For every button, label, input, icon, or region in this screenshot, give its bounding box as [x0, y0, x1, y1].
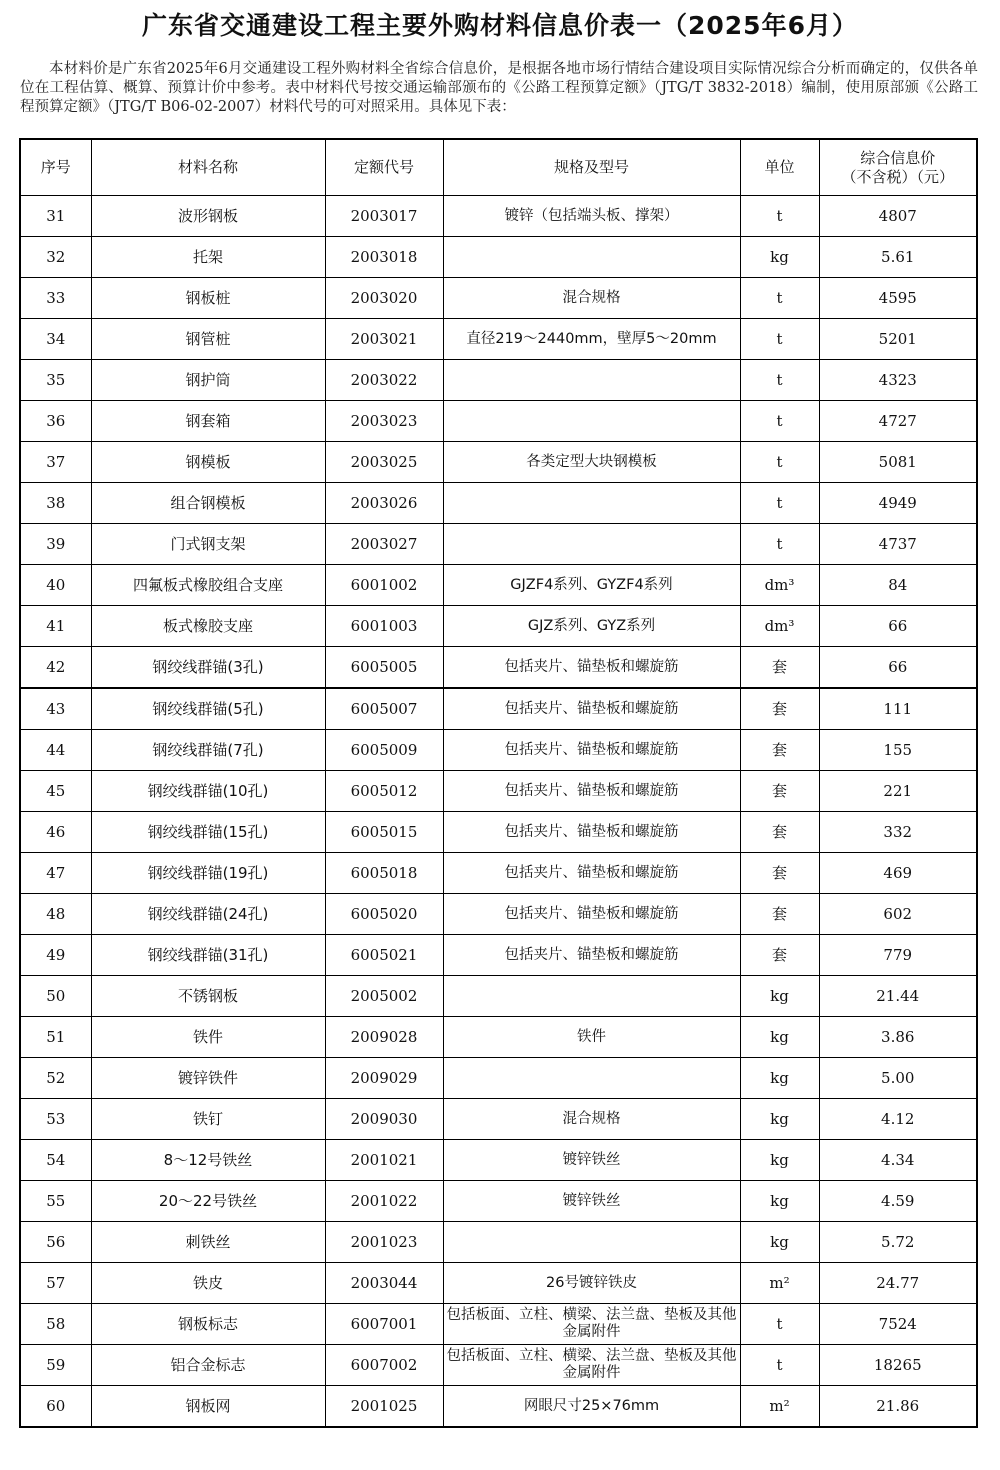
cell-material-name: 组合钢模板	[91, 483, 325, 524]
cell-unit: t	[740, 360, 819, 401]
cell-material-name: 钢板标志	[91, 1304, 325, 1345]
cell-material-name: 钢板桩	[91, 278, 325, 319]
cell-unit: t	[740, 483, 819, 524]
table-row	[20, 237, 977, 278]
cell-spec	[443, 237, 740, 278]
column-header-price-note: （不含税）（元）	[841, 167, 954, 186]
cell-price: 4807	[819, 196, 977, 237]
cell-unit: m²	[740, 1263, 819, 1304]
cell-seq: 42	[20, 647, 91, 689]
cell-material-name: 铁钉	[91, 1099, 325, 1140]
cell-material-name: 20～22号铁丝	[91, 1181, 325, 1222]
page-title: 广东省交通建设工程主要外购材料信息价表一（2025年6月）	[142, 11, 858, 40]
cell-material-name: 四氟板式橡胶组合支座	[91, 565, 325, 606]
column-header-price-label: 综合信息价	[860, 148, 936, 167]
cell-price: 3.86	[819, 1017, 977, 1058]
cell-material-name: 钢板网	[91, 1386, 325, 1428]
cell-seq: 59	[20, 1345, 91, 1386]
cell-material-name: 铝合金标志	[91, 1345, 325, 1386]
cell-price: 21.86	[819, 1386, 977, 1428]
column-header-name: 材料名称	[91, 139, 325, 196]
cell-quota-code: 6007001	[325, 1304, 443, 1345]
cell-spec: 26号镀锌铁皮	[443, 1263, 740, 1304]
table-row	[20, 771, 977, 812]
cell-price: 602	[819, 894, 977, 935]
cell-quota-code: 6007002	[325, 1345, 443, 1386]
cell-spec: 包括板面、立柱、横梁、法兰盘、垫板及其他金属附件	[443, 1304, 740, 1345]
cell-material-name: 铁皮	[91, 1263, 325, 1304]
table-row	[20, 1058, 977, 1099]
cell-price: 5.72	[819, 1222, 977, 1263]
cell-price: 21.44	[819, 976, 977, 1017]
cell-material-name: 钢绞线群锚(24孔)	[91, 894, 325, 935]
cell-material-name: 钢绞线群锚(10孔)	[91, 771, 325, 812]
cell-unit: m²	[740, 1386, 819, 1428]
cell-quota-code: 6001002	[325, 565, 443, 606]
price-table	[19, 138, 978, 1428]
cell-quota-code: 6005021	[325, 935, 443, 976]
cell-quota-code: 6005012	[325, 771, 443, 812]
table-row	[20, 401, 977, 442]
cell-unit: kg	[740, 1099, 819, 1140]
cell-seq: 44	[20, 730, 91, 771]
cell-quota-code: 2003023	[325, 401, 443, 442]
table-row	[20, 442, 977, 483]
cell-quota-code: 2001025	[325, 1386, 443, 1428]
column-header-price	[819, 139, 977, 196]
table-row	[20, 894, 977, 935]
cell-seq: 32	[20, 237, 91, 278]
table-row	[20, 730, 977, 771]
cell-quota-code: 6005009	[325, 730, 443, 771]
column-header-unit: 单位	[740, 139, 819, 196]
cell-unit: 套	[740, 688, 819, 730]
cell-spec: 包括夹片、锚垫板和螺旋筋	[443, 935, 740, 976]
cell-unit: kg	[740, 976, 819, 1017]
cell-spec: GJZ系列、GYZ系列	[443, 606, 740, 647]
cell-spec: 包括夹片、锚垫板和螺旋筋	[443, 647, 740, 689]
column-header-code: 定额代号	[325, 139, 443, 196]
cell-price: 4.12	[819, 1099, 977, 1140]
cell-quota-code: 2003044	[325, 1263, 443, 1304]
cell-spec	[443, 976, 740, 1017]
cell-price: 221	[819, 771, 977, 812]
cell-spec: 包括夹片、锚垫板和螺旋筋	[443, 894, 740, 935]
cell-unit: kg	[740, 1181, 819, 1222]
cell-material-name: 钢套箱	[91, 401, 325, 442]
table-row	[20, 319, 977, 360]
cell-price: 332	[819, 812, 977, 853]
table-row	[20, 1386, 977, 1428]
table-row	[20, 853, 977, 894]
cell-spec	[443, 360, 740, 401]
cell-quota-code: 2003021	[325, 319, 443, 360]
cell-material-name: 钢管桩	[91, 319, 325, 360]
cell-unit: kg	[740, 1058, 819, 1099]
cell-spec: 镀锌铁丝	[443, 1181, 740, 1222]
cell-seq: 40	[20, 565, 91, 606]
cell-seq: 31	[20, 196, 91, 237]
intro-paragraph: 本材料价是广东省2025年6月交通建设工程外购材料全省综合信息价，是根据各地市场行情结合建设项目实际情况综合分析而确定的，仅供各单位在工程估算、概算、预算计价中参考。表中材料代号按交通运输部颁布的《公路工程预算定额》（JTG/T 3832-2018）编制，使用原部颁《公路工程预算定额》（JTG/T B06-02-2007）材料代号的可对照采用。具体见下表：	[20, 61, 978, 115]
cell-unit: kg	[740, 1222, 819, 1263]
cell-material-name: 铁件	[91, 1017, 325, 1058]
cell-seq: 57	[20, 1263, 91, 1304]
cell-spec: GJZF4系列、GYZF4系列	[443, 565, 740, 606]
cell-quota-code: 2001022	[325, 1181, 443, 1222]
cell-seq: 52	[20, 1058, 91, 1099]
cell-seq: 50	[20, 976, 91, 1017]
table-row	[20, 1345, 977, 1386]
cell-seq: 51	[20, 1017, 91, 1058]
cell-seq: 56	[20, 1222, 91, 1263]
table-row	[20, 688, 977, 730]
table-row	[20, 1017, 977, 1058]
cell-spec	[443, 1222, 740, 1263]
table-header-row	[20, 139, 977, 196]
table-row	[20, 1181, 977, 1222]
cell-quota-code: 6005015	[325, 812, 443, 853]
cell-price: 4727	[819, 401, 977, 442]
cell-price: 24.77	[819, 1263, 977, 1304]
table-row	[20, 360, 977, 401]
cell-seq: 48	[20, 894, 91, 935]
cell-price: 7524	[819, 1304, 977, 1345]
cell-seq: 37	[20, 442, 91, 483]
cell-unit: 套	[740, 730, 819, 771]
cell-spec: 包括夹片、锚垫板和螺旋筋	[443, 853, 740, 894]
cell-spec: 混合规格	[443, 278, 740, 319]
cell-unit: t	[740, 442, 819, 483]
cell-material-name: 钢护筒	[91, 360, 325, 401]
cell-quota-code: 2003026	[325, 483, 443, 524]
cell-seq: 36	[20, 401, 91, 442]
cell-unit: 套	[740, 853, 819, 894]
cell-price: 66	[819, 606, 977, 647]
cell-quota-code: 6005005	[325, 647, 443, 689]
cell-price: 18265	[819, 1345, 977, 1386]
cell-quota-code: 2009028	[325, 1017, 443, 1058]
table-row	[20, 1304, 977, 1345]
cell-material-name: 镀锌铁件	[91, 1058, 325, 1099]
cell-material-name: 刺铁丝	[91, 1222, 325, 1263]
cell-price: 5.00	[819, 1058, 977, 1099]
cell-seq: 43	[20, 688, 91, 730]
table-row	[20, 606, 977, 647]
cell-spec	[443, 524, 740, 565]
cell-material-name: 不锈钢板	[91, 976, 325, 1017]
cell-seq: 39	[20, 524, 91, 565]
cell-unit: dm³	[740, 606, 819, 647]
cell-material-name: 钢绞线群锚(5孔)	[91, 688, 325, 730]
cell-unit: t	[740, 401, 819, 442]
cell-seq: 49	[20, 935, 91, 976]
cell-spec	[443, 1058, 740, 1099]
cell-material-name: 8～12号铁丝	[91, 1140, 325, 1181]
cell-price: 4.59	[819, 1181, 977, 1222]
cell-seq: 55	[20, 1181, 91, 1222]
cell-unit: t	[740, 196, 819, 237]
cell-unit: 套	[740, 935, 819, 976]
cell-unit: t	[740, 1345, 819, 1386]
cell-price: 84	[819, 565, 977, 606]
cell-spec: 网眼尺寸25×76mm	[443, 1386, 740, 1428]
cell-quota-code: 6001003	[325, 606, 443, 647]
cell-unit: t	[740, 278, 819, 319]
cell-seq: 41	[20, 606, 91, 647]
cell-unit: t	[740, 319, 819, 360]
cell-spec: 包括夹片、锚垫板和螺旋筋	[443, 771, 740, 812]
cell-price: 5.61	[819, 237, 977, 278]
cell-spec: 包括夹片、锚垫板和螺旋筋	[443, 812, 740, 853]
cell-seq: 53	[20, 1099, 91, 1140]
cell-price: 111	[819, 688, 977, 730]
table-row	[20, 278, 977, 319]
cell-spec: 镀锌铁丝	[443, 1140, 740, 1181]
table-row	[20, 1222, 977, 1263]
cell-quota-code: 2003027	[325, 524, 443, 565]
cell-price: 4949	[819, 483, 977, 524]
table-row	[20, 1263, 977, 1304]
cell-seq: 35	[20, 360, 91, 401]
cell-seq: 54	[20, 1140, 91, 1181]
cell-quota-code: 6005007	[325, 688, 443, 730]
cell-quota-code: 2003018	[325, 237, 443, 278]
cell-quota-code: 2009029	[325, 1058, 443, 1099]
cell-quota-code: 2003022	[325, 360, 443, 401]
table-row	[20, 935, 977, 976]
cell-price: 66	[819, 647, 977, 689]
cell-seq: 34	[20, 319, 91, 360]
cell-unit: 套	[740, 894, 819, 935]
cell-material-name: 钢绞线群锚(3孔)	[91, 647, 325, 689]
cell-spec: 包括板面、立柱、横梁、法兰盘、垫板及其他金属附件	[443, 1345, 740, 1386]
cell-spec	[443, 483, 740, 524]
cell-quota-code: 2003020	[325, 278, 443, 319]
cell-quota-code: 2003017	[325, 196, 443, 237]
cell-price: 4737	[819, 524, 977, 565]
cell-seq: 33	[20, 278, 91, 319]
cell-spec: 包括夹片、锚垫板和螺旋筋	[443, 688, 740, 730]
cell-material-name: 钢绞线群锚(7孔)	[91, 730, 325, 771]
cell-seq: 45	[20, 771, 91, 812]
cell-quota-code: 2001023	[325, 1222, 443, 1263]
cell-unit: 套	[740, 771, 819, 812]
cell-unit: kg	[740, 1140, 819, 1181]
cell-spec: 包括夹片、锚垫板和螺旋筋	[443, 730, 740, 771]
cell-material-name: 托架	[91, 237, 325, 278]
table-row	[20, 196, 977, 237]
cell-quota-code: 2001021	[325, 1140, 443, 1181]
cell-spec: 直径219～2440mm，壁厚5～20mm	[443, 319, 740, 360]
cell-quota-code: 6005018	[325, 853, 443, 894]
cell-seq: 46	[20, 812, 91, 853]
cell-material-name: 钢绞线群锚(19孔)	[91, 853, 325, 894]
table-row	[20, 976, 977, 1017]
cell-spec: 铁件	[443, 1017, 740, 1058]
column-header-seq: 序号	[20, 139, 91, 196]
cell-price: 4323	[819, 360, 977, 401]
cell-unit: 套	[740, 812, 819, 853]
table-row	[20, 524, 977, 565]
cell-price: 779	[819, 935, 977, 976]
cell-spec: 混合规格	[443, 1099, 740, 1140]
cell-unit: dm³	[740, 565, 819, 606]
cell-price: 469	[819, 853, 977, 894]
table-row	[20, 483, 977, 524]
table-row	[20, 1099, 977, 1140]
cell-seq: 47	[20, 853, 91, 894]
cell-material-name: 板式橡胶支座	[91, 606, 325, 647]
table-row	[20, 565, 977, 606]
cell-quota-code: 2005002	[325, 976, 443, 1017]
cell-quota-code: 2009030	[325, 1099, 443, 1140]
table-row	[20, 812, 977, 853]
table-row	[20, 1140, 977, 1181]
cell-material-name: 钢绞线群锚(15孔)	[91, 812, 325, 853]
cell-unit: 套	[740, 647, 819, 689]
column-header-spec: 规格及型号	[443, 139, 740, 196]
cell-quota-code: 6005020	[325, 894, 443, 935]
cell-seq: 38	[20, 483, 91, 524]
cell-spec: 各类定型大块钢模板	[443, 442, 740, 483]
cell-seq: 58	[20, 1304, 91, 1345]
cell-price: 4.34	[819, 1140, 977, 1181]
table-body	[20, 196, 977, 1428]
cell-price: 155	[819, 730, 977, 771]
cell-seq: 60	[20, 1386, 91, 1428]
cell-unit: t	[740, 524, 819, 565]
cell-price: 4595	[819, 278, 977, 319]
cell-unit: kg	[740, 1017, 819, 1058]
cell-spec: 镀锌（包括端头板、撑架）	[443, 196, 740, 237]
cell-spec	[443, 401, 740, 442]
cell-unit: kg	[740, 237, 819, 278]
cell-price: 5081	[819, 442, 977, 483]
table-row	[20, 647, 977, 689]
cell-unit: t	[740, 1304, 819, 1345]
cell-material-name: 波形钢板	[91, 196, 325, 237]
cell-quota-code: 2003025	[325, 442, 443, 483]
cell-material-name: 钢绞线群锚(31孔)	[91, 935, 325, 976]
cell-price: 5201	[819, 319, 977, 360]
cell-material-name: 门式钢支架	[91, 524, 325, 565]
cell-material-name: 钢模板	[91, 442, 325, 483]
